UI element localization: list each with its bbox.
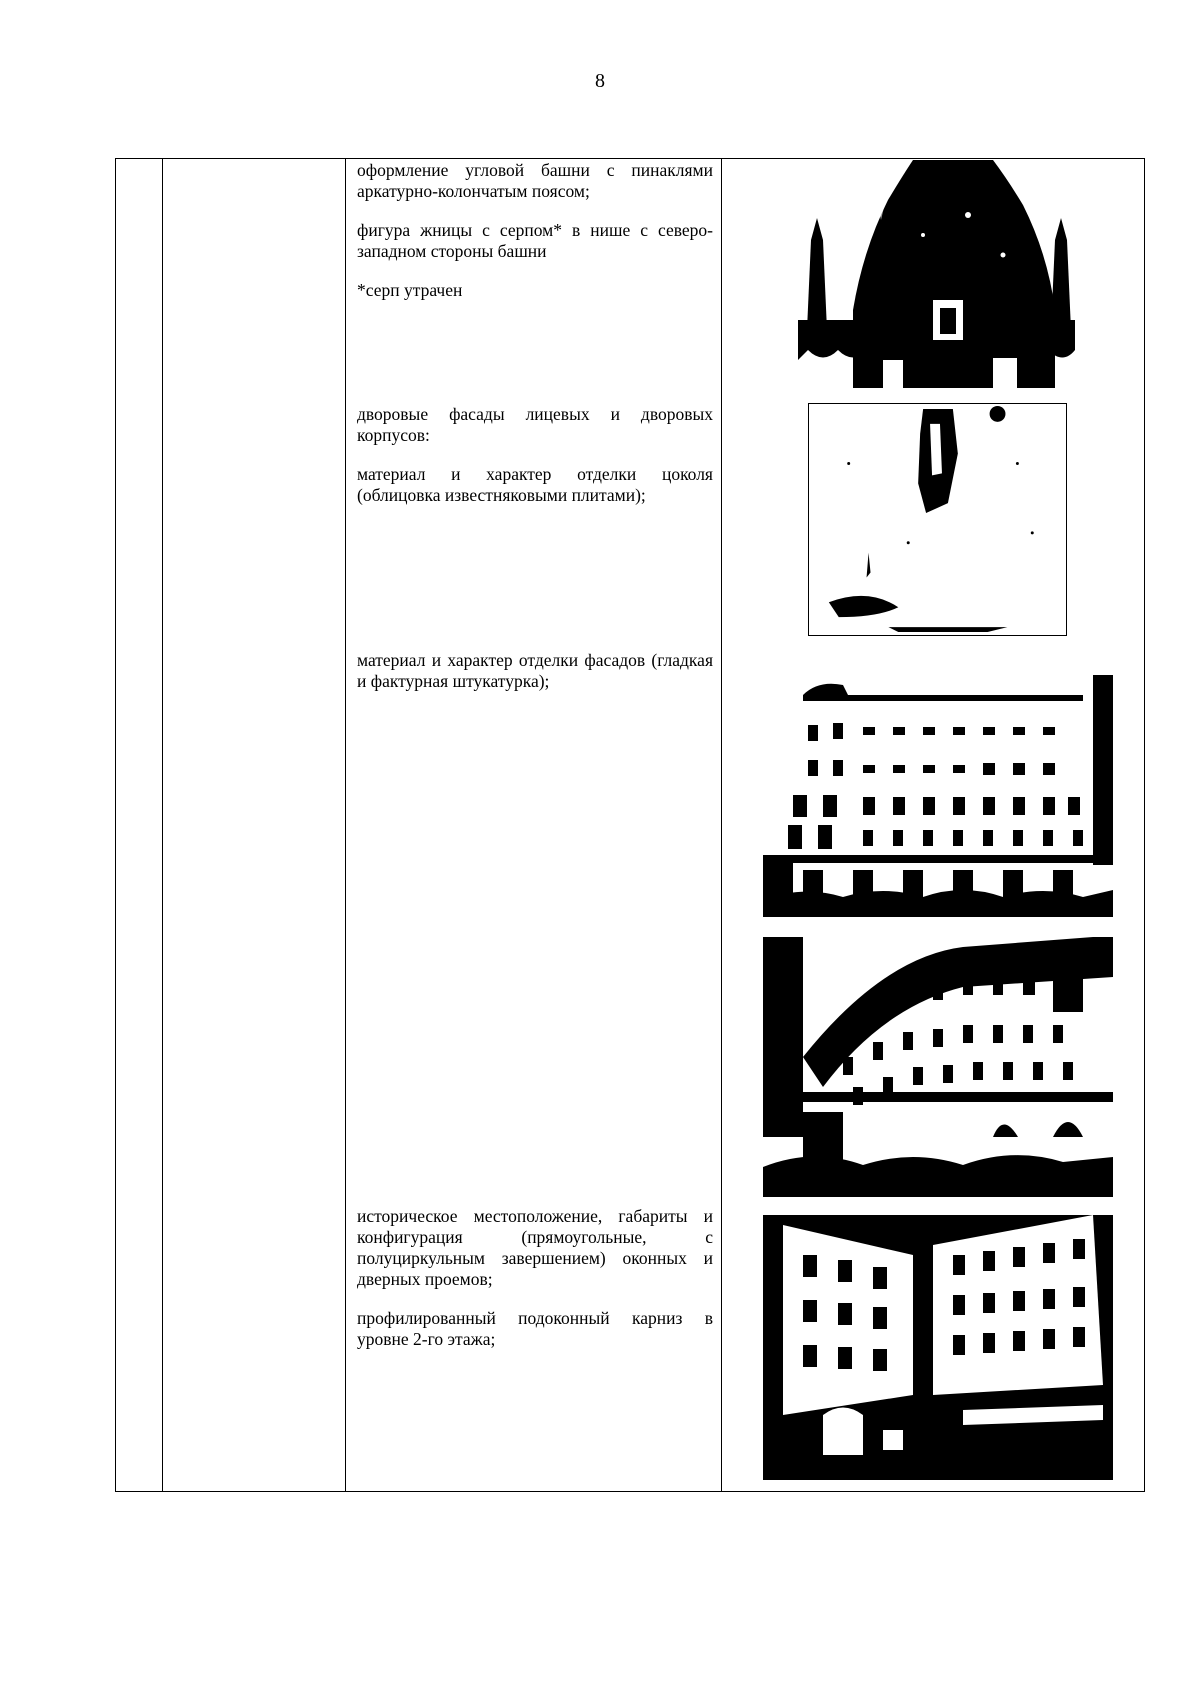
- row-3-description: [357, 650, 713, 710]
- column-divider-1: [162, 159, 163, 1491]
- courtyard-facade-photo: [763, 937, 1113, 1197]
- row-3-paragraph-1: материал и характер отделки фасадов (гладкая и фактурная штукатурка);: [357, 650, 713, 691]
- row-1-paragraph-2: фигура жницы с серпом* в нише с северо-западном стороны башни: [357, 220, 713, 261]
- row-2-description: [357, 404, 713, 524]
- row-1-description: [357, 160, 713, 319]
- row-1-paragraph-3: *серп утрачен: [357, 280, 463, 300]
- corner-courtyard-photo: [763, 1215, 1113, 1480]
- row-4-paragraph-1: историческое местоположение, габариты и конфигурация (прямоугольные, с полуциркульным завершением) оконных и дверных проемов;: [357, 1206, 713, 1289]
- row-4-description: [357, 1206, 713, 1368]
- column-divider-2: [345, 159, 346, 1491]
- row-2-paragraph-2: материал и характер отделки цоколя (облицовка известняковыми плитами);: [357, 464, 713, 505]
- page-number: 8: [595, 70, 605, 92]
- street-facade-photo: [763, 675, 1113, 917]
- row-2-paragraph-1: дворовые фасады лицевых и дворовых корпусов:: [357, 404, 713, 445]
- column-divider-3: [721, 159, 722, 1491]
- tower-photo: [793, 160, 1080, 388]
- row-1-paragraph-1: оформление угловой башни с пинаклями аркатурно-колончатым поясом;: [357, 160, 713, 201]
- row-4-paragraph-2: профилированный подоконный карниз в уровне 2-го этажа;: [357, 1308, 713, 1349]
- plinth-photo: [808, 403, 1067, 636]
